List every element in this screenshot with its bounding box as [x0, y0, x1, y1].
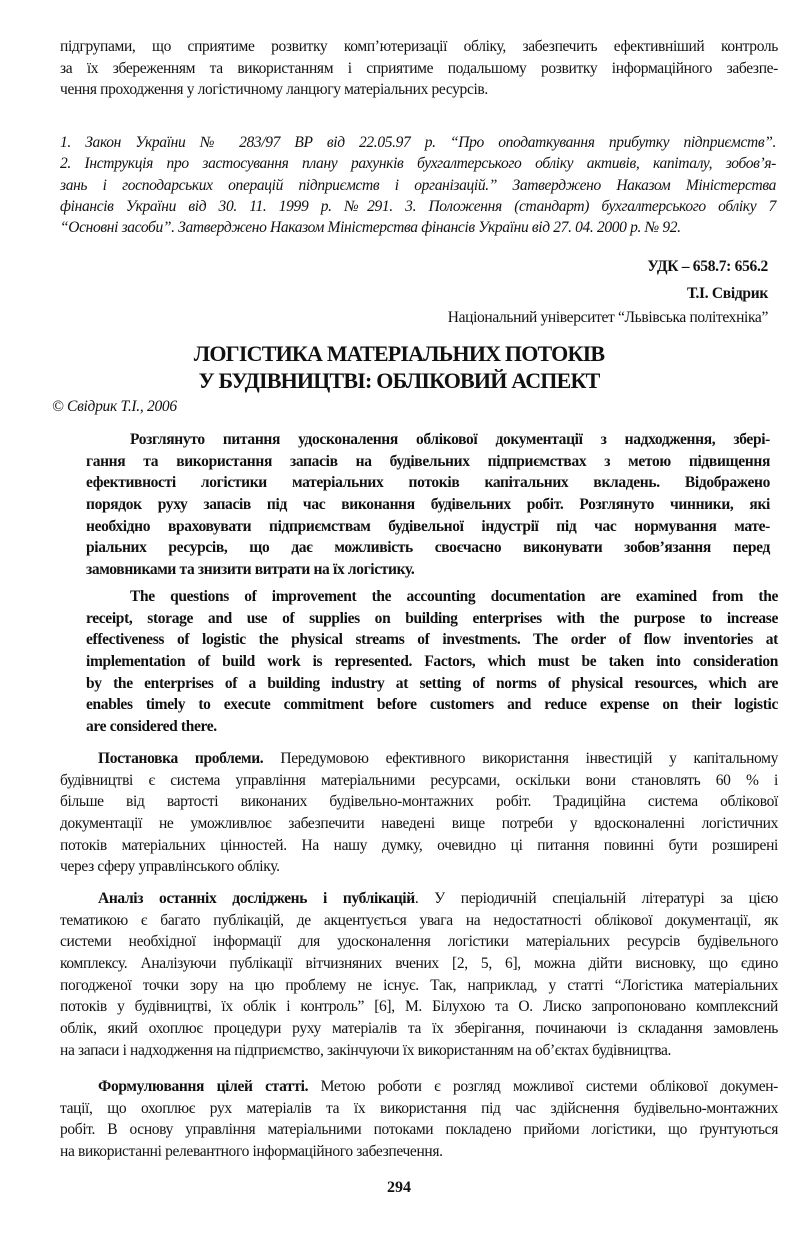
text-line: робіт. В основу управління матеріальними потоками покладено прийоми логістики, що ґрунтуються — [60, 1121, 778, 1139]
title-line-1: ЛОГІСТИКА МАТЕРІАЛЬНИХ ПОТОКІВ — [193, 341, 605, 366]
text-line: 1. Закон України № 283/97 ВР від 22.05.97 р. “Про оподаткування прибутку підприємств”. — [60, 134, 776, 151]
section-heading: Постановка проблеми. — [98, 750, 264, 767]
text-line: на використанні релевантного інформаційного забезпечення. — [60, 1143, 443, 1161]
author-name: Т.І. Свідрик — [686, 285, 768, 302]
text-line: фінансів України від 30. 11. 1999 р. №291. 3. Положення (стандарт) бухгалтерського обліку 7 — [60, 197, 776, 215]
text-line: необхідно враховувати підприємствам будівельної індустрії під час нормування мате- — [86, 517, 770, 535]
section-problem-statement — [60, 748, 778, 878]
intro-paragraph — [60, 36, 778, 101]
text-line — [60, 888, 778, 910]
text-line: receipt, storage and use of supplies on building enterprises with the purpose to increase — [86, 609, 778, 627]
text-line — [60, 1076, 778, 1098]
text-line: ефективності логістики матеріальних потоків капітальних вкладень. Відображено — [86, 474, 770, 492]
text-line: effectiveness of logistic the physical streams of investments. The order of flow inventories at — [86, 631, 778, 649]
text-line: ріальних ресурсів, що дає можливість своєчасно виконувати зобов’язання перед — [86, 539, 770, 557]
text-line: “Основні засоби”. Затверджено Наказом Міністерства фінансів України від 27. 04. 2000 р. № 92. — [60, 219, 681, 237]
abstract-ukrainian — [86, 429, 770, 581]
text-line: комплексу. Аналізуючи публікації вітчизняних вчених [2, 5, 6], можна дійти висновку, що єдино — [60, 955, 778, 973]
text-line: by the enterprises of a building industry at setting of norms of physical resources, which are — [86, 674, 778, 692]
text-line: замовниками та знизити витрати на їх логістику. — [86, 561, 415, 579]
text-line: більше від вартості виконаних будівельно-монтажних робіт. Традиційна система облікової — [60, 793, 778, 811]
text-line: чення проходження у логістичному ланцюгу матеріальних ресурсів. — [60, 81, 488, 99]
text-line: тематикою є багато публікацій, де акцентується увага на недостатності облікової документації, як — [60, 911, 778, 929]
text-line: зань і господарських операцій підприємств і організацій.” Затверджено Наказом Міністерства — [60, 176, 776, 194]
abstract-english — [86, 586, 778, 738]
text-line: через сферу управлінського обліку. — [60, 858, 280, 876]
section-heading: Формулювання цілей статті. — [98, 1078, 309, 1095]
text-line: порядок руху запасів під час виконання будівельних робіт. Розглянуто чинники, які — [86, 496, 770, 514]
author-affiliation: Національний університет “Львівська політехніка” — [447, 309, 768, 326]
text-line: гання та використання запасів на будівельних підприємствах з метою підвищення — [86, 452, 770, 470]
section-article-goals — [60, 1076, 778, 1163]
title-line-2: У БУДІВНИЦТВІ: ОБЛІКОВИЙ АСПЕКТ — [198, 368, 600, 393]
page-number: 294 — [387, 1179, 411, 1196]
text-line: are considered there. — [86, 718, 217, 736]
text-line: The questions of improvement the accounting documentation are examined from the — [130, 588, 778, 605]
text-line: implementation of build work is represented. Factors, which must be taken into consideration — [86, 653, 778, 671]
text-line: підгрупами, що сприятиме розвитку комп’ютеризації обліку, забезпечить ефективніший контроль — [60, 38, 778, 55]
text-line: документації не уможливлює забезпечити наведені вище потреби у вдосконаленні логістичних — [60, 815, 778, 833]
text-line — [60, 748, 778, 770]
text-line-content: Передумовою ефективного використання інвестицій у капітальному — [263, 750, 778, 767]
text-line: за їх збереженням та використанням і сприятиме подальшому розвитку інформаційного забезпе- — [60, 59, 778, 77]
text-line: Розглянуто питання удосконалення облікової документації з надходження, збері- — [130, 431, 770, 448]
text-line: на запаси і надходження на підприємство, закінчуючи їх використанням на об’єктах будівництва. — [60, 1041, 672, 1059]
text-line: enables timely to execute commitment before customers and reduce expense on their logistic — [86, 696, 778, 714]
udk-code: УДК – 658.7: 656.2 — [647, 258, 768, 275]
text-line: облік, який охоплює процедури руху матеріалів та їх зберігання, починаючи із складання замовлень — [60, 1020, 778, 1038]
text-line-content: Метою роботи є розгляд можливої системи облікової докумен- — [308, 1078, 778, 1095]
section-literature-analysis — [60, 888, 778, 1062]
text-line: потоків у будівництві, їх облік і контроль” [6], М. Білухою та О. Лиско запропоновано комплексний — [60, 998, 778, 1016]
copyright-notice: © Свідрик Т.І., 2006 — [52, 398, 177, 415]
section-heading: Аналіз останніх досліджень і публікацій — [98, 890, 415, 907]
article-title — [0, 340, 798, 394]
text-line: системи необхідної інформації для удосконалення логістики матеріальних ресурсів будівельного — [60, 933, 778, 951]
text-line: потоків матеріальних цінностей. На нашу думку, очевидно ці питання повинні бути розширені — [60, 836, 778, 854]
text-line-content: . У періодичній спеціальній літературі за цією — [414, 890, 779, 907]
text-line: погодженої точки зору на цю проблему не існує. Так, наприклад, у статті “Логістика матеріальних — [60, 976, 778, 994]
references-paragraph — [60, 132, 776, 238]
text-line: будівництві є система управління матеріальними ресурсами, оскільки вони становлять 60 % і — [60, 771, 778, 789]
text-line: тації, що охоплює рух матеріалів та їх використання під час здійснення будівельно-монтажних — [60, 1099, 778, 1117]
text-line: 2. Інструкція про застосування плану рахунків бухгалтерського обліку активів, капіталу, зобов’я- — [60, 155, 776, 173]
